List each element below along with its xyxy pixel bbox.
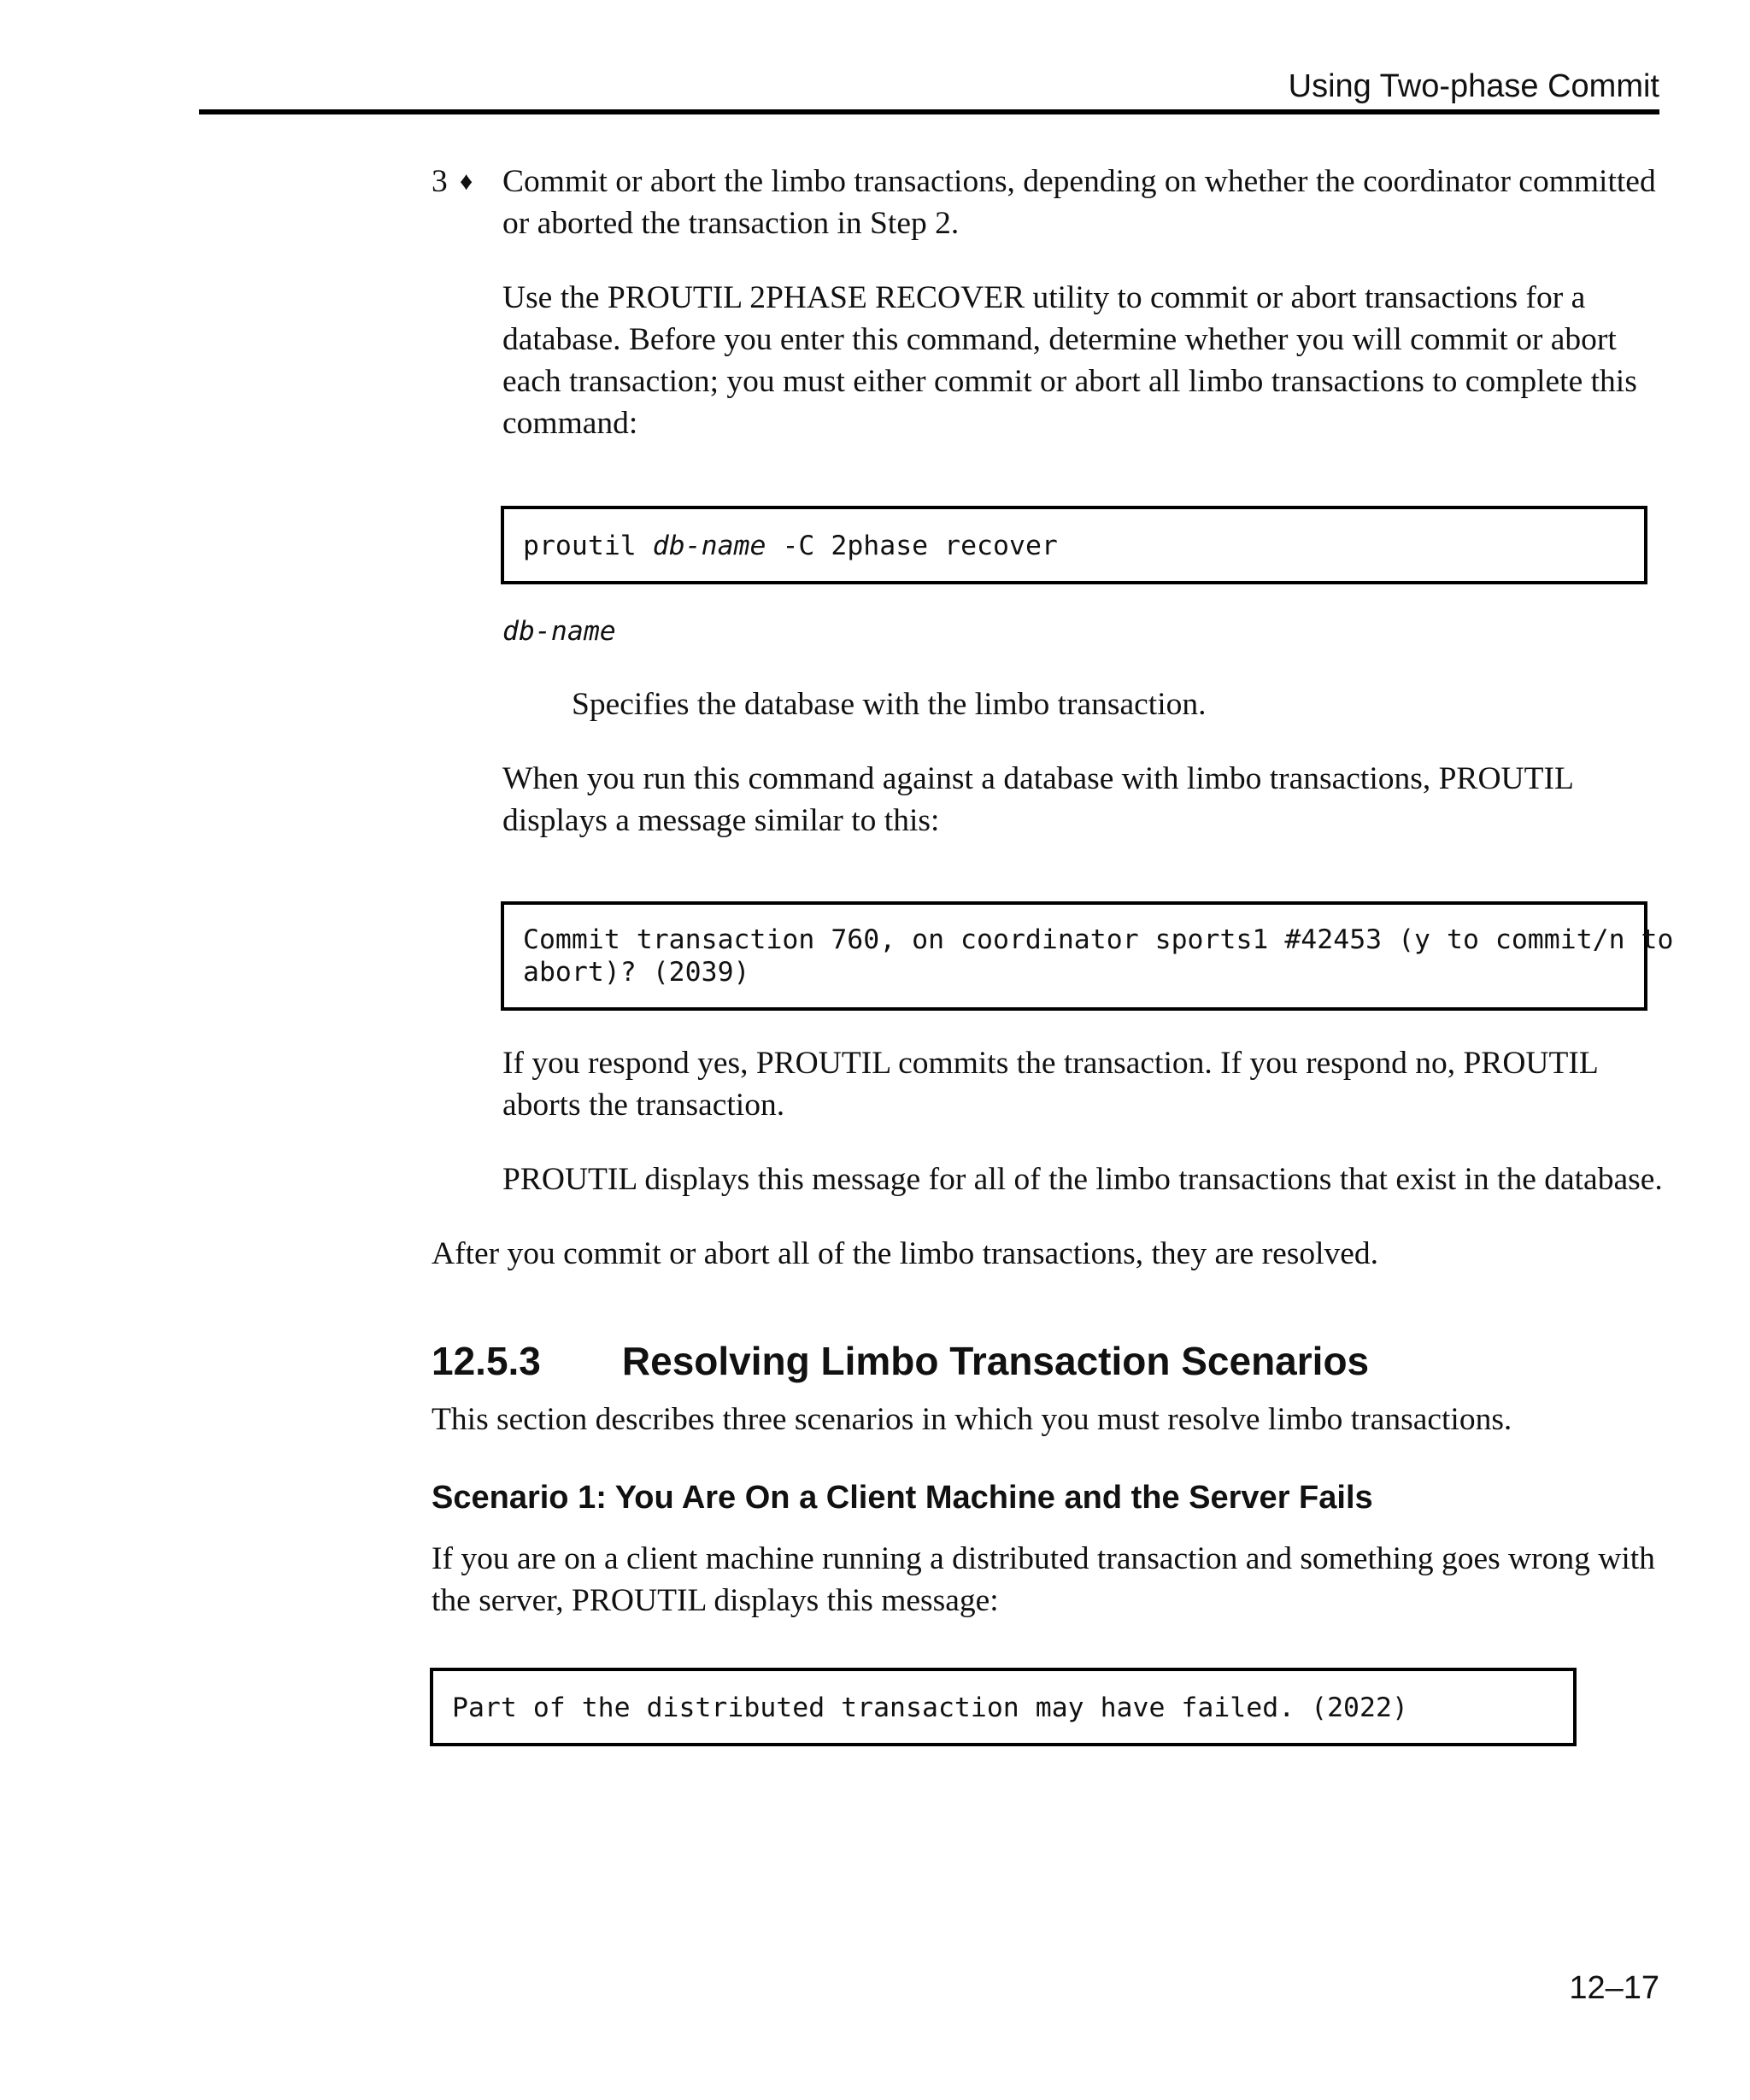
paragraph-line: Use the PROUTIL 2PHASE RECOVER utility to commit or abort transactions for a (502, 280, 1586, 315)
command-name: proutil (523, 531, 637, 561)
command-argument: db-name (652, 531, 766, 561)
section-intro: This section describes three scenarios in which you must resolve limbo transactions. (432, 1402, 1512, 1437)
paragraph-line: displays a message similar to this: (502, 803, 940, 838)
scenario-heading: Scenario 1: You Are On a Client Machine and the Server Fails (432, 1480, 1373, 1516)
paragraph-line: aborts the transaction. (502, 1088, 785, 1123)
step-text-line: Commit or abort the limbo transactions, depending on whether the coordinator committed (502, 164, 1656, 199)
page-number: 12–17 (1569, 1970, 1659, 2006)
step-text-line: or aborted the transaction in Step 2. (502, 206, 960, 241)
paragraph-displays: PROUTIL displays this message for all of the limbo transactions that exist in the database. (502, 1162, 1663, 1197)
paragraph-line: database. Before you enter this command, determine whether you will commit or abort (502, 322, 1617, 357)
paragraph-when-run (502, 758, 1574, 842)
header-rule (199, 109, 1659, 114)
paragraph-use-utility (502, 277, 1637, 444)
paragraph-line: each transaction; you must either commit or abort all limbo transactions to complete this (502, 364, 1637, 399)
paragraph-line: the server, PROUTIL displays this message: (432, 1583, 999, 1618)
paragraph-line: When you run this command against a database with limbo transactions, PROUTIL (502, 761, 1574, 796)
code-line: Commit transaction 760, on coordinator sports1 #42453 (y to commit/n to (523, 924, 1674, 955)
step-bullet-icon: ♦ (460, 167, 473, 196)
paragraph-line: If you are on a client machine running a distributed transaction and something goes wrong with (432, 1541, 1655, 1576)
paragraph-line: If you respond yes, PROUTIL commits the transaction. If you respond no, PROUTIL (502, 1046, 1599, 1081)
running-header: Using Two-phase Commit (1288, 68, 1659, 104)
section-number: 12.5.3 (432, 1339, 541, 1383)
command-options: -C 2phase recover (782, 531, 1058, 561)
term-name: db-name (502, 616, 616, 647)
paragraph-line: command: (502, 406, 638, 441)
step-text (502, 161, 1656, 244)
paragraph-after-resolve: After you commit or abort all of the limbo transactions, they are resolved. (432, 1236, 1379, 1271)
failure-message-box: Part of the distributed transaction may have failed. (2022) (430, 1668, 1577, 1746)
message-example-box (501, 901, 1674, 1011)
section-title: Resolving Limbo Transaction Scenarios (621, 1339, 1370, 1383)
command-syntax-box (501, 506, 1647, 584)
step-number: 3 (432, 164, 448, 199)
section-heading (432, 1338, 1369, 1384)
term-description: Specifies the database with the limbo transaction. (572, 687, 1207, 722)
code-line: abort)? (2039) (523, 957, 750, 988)
paragraph-respond (502, 1042, 1599, 1126)
scenario-description (432, 1538, 1655, 1622)
